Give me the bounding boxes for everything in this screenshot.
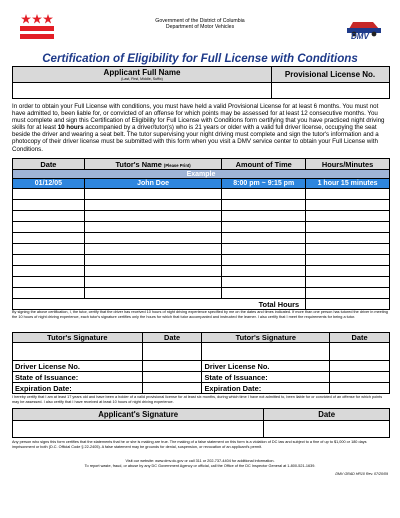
intro-text: In order to obtain your Full License with conditions, you must have held a valid Provisional License for at least 6 months. You must not have admitted to, been liable for, or convicted of an offense for which points may be assessed for at least 12 consecutive months. You must complete and sign this Certification of Eligibility for Full License with Conditions form certifying that you have practiced night driving skills for at least: [12, 103, 385, 132]
log-time-field[interactable]: [222, 211, 306, 222]
tutor-date-label-2: Date: [330, 333, 390, 343]
dept-line: Department of Motor Vehicles: [165, 24, 235, 30]
footer-report: To report waste, fraud, or abuse by any DC Government Agency or official, call the Office of the DC Inspector General at 1-800-521-1639.: [84, 464, 316, 468]
log-time-field[interactable]: [222, 244, 306, 255]
form-revision: DMV GRAD HR10 Rev. 07/20/09: [335, 472, 388, 476]
tutor-signature-table: [12, 332, 390, 394]
col-tutor-sub: (Please Print): [163, 162, 191, 168]
intro-text-cont: accompanied by a driver/tutor(s) who is 21 years or older with a valid full driver license, occupying the seat beside the driver and wearing a seat belt. The tutor supervising your night driving must complete and sign the tutor's information and a photocopy of their driver license must be submitted with this form when you visit a DMV service center to obtain your Full License with Conditions.: [12, 124, 379, 153]
log-tutor-field[interactable]: [84, 244, 222, 255]
log-header-row: [13, 159, 390, 170]
provisional-license-label: Provisional License No.: [284, 70, 376, 79]
night-driving-log-table: [12, 158, 390, 310]
log-hours-field[interactable]: [306, 233, 390, 244]
log-time-field[interactable]: [222, 288, 306, 299]
log-date-field[interactable]: [13, 233, 85, 244]
log-hours-field[interactable]: [306, 222, 390, 233]
log-hours-field[interactable]: [306, 189, 390, 200]
applicant-name-sub: (Last, First, Middle, Suffix): [121, 77, 163, 81]
log-entry-row: [13, 266, 390, 277]
log-date-field[interactable]: [13, 189, 85, 200]
applicant-sig-row: [13, 421, 390, 438]
state-field[interactable]: [142, 372, 202, 383]
driver-license-field-2[interactable]: [330, 361, 390, 372]
log-time-field[interactable]: [222, 255, 306, 266]
log-entry-row: [13, 233, 390, 244]
applicant-certification-text: I hereby certify that I am at least 17 years old and have been a holder of a valid provisional license for at least six months, during which time I have not admitted to, been liable for or convicted of an offense for which points may be assessed. I also certify that I have received at least 10 hours of night driving experience.: [12, 395, 383, 404]
log-time-field[interactable]: [222, 233, 306, 244]
driver-license-label: Driver License No.: [13, 361, 143, 372]
log-hours-field[interactable]: [306, 266, 390, 277]
tutor-signature-field-2[interactable]: [202, 343, 330, 361]
tutor-certification-text: By signing the above certification, I, the tutor, certify that the driver has received 10 hours of night driving experience specified by me on the dates and times indicated. If more than one person has tutored the driver in meeting the 10 hours of night driving experience, each tutor's signature certifies only the hours for which that tutor accompanied and instructed the learner. I also certify that I meet the requirements for being a tutor.: [12, 310, 388, 319]
col-hours: Hours/Minutes: [306, 159, 390, 170]
log-hours-field[interactable]: [306, 200, 390, 211]
applicant-name-label: Applicant Full Name: [103, 68, 181, 77]
log-time-field[interactable]: [222, 200, 306, 211]
state-field-2[interactable]: [330, 372, 390, 383]
log-date-field[interactable]: [13, 288, 85, 299]
log-entry-row: [13, 211, 390, 222]
state-row: [13, 372, 390, 383]
log-tutor-field[interactable]: [84, 189, 222, 200]
log-hours-field[interactable]: [306, 211, 390, 222]
tutor-date-label: Date: [142, 333, 202, 343]
driver-license-label-2: Driver License No.: [202, 361, 330, 372]
gov-line: Government of the District of Columbia: [155, 18, 245, 24]
expiration-label: Expiration Date:: [13, 383, 143, 394]
total-row: [13, 299, 390, 310]
col-time: Amount of Time: [222, 159, 306, 170]
col-tutor: [84, 159, 222, 170]
example-hours: 1 hour 15 minutes: [306, 179, 390, 189]
log-entry-row: [13, 277, 390, 288]
tutor-date-field-2[interactable]: [330, 343, 390, 361]
page-title: Certification of Eligibility for Full License with Conditions: [42, 52, 358, 65]
example-tutor: John Doe: [84, 179, 222, 189]
log-entry-row: [13, 255, 390, 266]
flag-bar: [20, 34, 54, 39]
tutor-sig-header-row: [13, 333, 390, 343]
log-date-field[interactable]: [13, 244, 85, 255]
example-time: 8:00 pm ~ 9:15 pm: [222, 179, 306, 189]
intro-paragraph: [12, 103, 390, 153]
tutor-date-field[interactable]: [142, 343, 202, 361]
log-tutor-field[interactable]: [84, 200, 222, 211]
state-label: State of Issuance:: [13, 372, 143, 383]
applicant-signature-label: Applicant's Signature: [13, 409, 264, 421]
intro-hours: 10 hours: [57, 124, 84, 132]
tutor-signature-label-2: Tutor's Signature: [202, 333, 330, 343]
log-date-field[interactable]: [13, 222, 85, 233]
log-time-field[interactable]: [222, 266, 306, 277]
applicant-name-field[interactable]: [15, 84, 269, 97]
total-hours-field[interactable]: [306, 299, 390, 310]
log-entry-row: [13, 288, 390, 299]
log-tutor-field[interactable]: [84, 211, 222, 222]
example-row: [13, 179, 390, 189]
log-date-field[interactable]: [13, 266, 85, 277]
applicant-date-label: Date: [264, 409, 390, 421]
tutor-signature-label: Tutor's Signature: [13, 333, 143, 343]
log-date-field[interactable]: [13, 255, 85, 266]
applicant-signature-table: [12, 408, 390, 438]
example-date: 01/12/05: [13, 179, 85, 189]
log-tutor-field[interactable]: [84, 277, 222, 288]
applicant-sig-header-row: [13, 409, 390, 421]
example-label: Example: [13, 170, 390, 179]
provisional-license-field[interactable]: [273, 84, 387, 97]
divider: [13, 82, 389, 83]
tutor-sig-row: [13, 343, 390, 361]
expiration-label-2: Expiration Date:: [202, 383, 330, 394]
log-tutor-field[interactable]: [84, 222, 222, 233]
log-hours-field[interactable]: [306, 255, 390, 266]
log-entry-rows: [13, 189, 390, 299]
log-entry-row: [13, 222, 390, 233]
applicant-date-field[interactable]: [264, 421, 390, 438]
log-hours-field[interactable]: [306, 288, 390, 299]
total-hours-label: Total Hours: [13, 299, 306, 310]
expiration-field-2[interactable]: [330, 383, 390, 394]
log-date-field[interactable]: [13, 211, 85, 222]
log-entry-row: [13, 244, 390, 255]
log-date-field[interactable]: [13, 277, 85, 288]
tutor-signature-field[interactable]: [13, 343, 143, 361]
col-tutor-label: Tutor's Name: [115, 159, 162, 169]
log-tutor-field[interactable]: [84, 266, 222, 277]
footer-visit-text: Visit our website: www.dmv.dc.gov or call 311 or 202-737-4404 for additional information.: [125, 459, 275, 463]
log-hours-field[interactable]: [306, 244, 390, 255]
applicant-header-box: [12, 66, 390, 99]
log-time-field[interactable]: [222, 189, 306, 200]
dmv-logo: [343, 17, 387, 41]
applicant-signature-field[interactable]: [13, 421, 264, 438]
expiration-row: [13, 383, 390, 394]
footer-visit: [0, 459, 400, 464]
dl-row: [13, 361, 390, 372]
example-label-row: [13, 170, 390, 179]
log-tutor-field[interactable]: [84, 288, 222, 299]
log-time-field[interactable]: [222, 277, 306, 288]
log-tutor-field[interactable]: [84, 255, 222, 266]
state-label-2: State of Issuance:: [202, 372, 330, 383]
log-time-field[interactable]: [222, 222, 306, 233]
dmv-logo-text: DMV: [351, 32, 369, 41]
log-entry-row: [13, 200, 390, 211]
log-entry-row: [13, 189, 390, 200]
expiration-field[interactable]: [142, 383, 202, 394]
log-date-field[interactable]: [13, 200, 85, 211]
col-date: Date: [13, 159, 85, 170]
log-hours-field[interactable]: [306, 277, 390, 288]
driver-license-field[interactable]: [142, 361, 202, 372]
log-tutor-field[interactable]: [84, 233, 222, 244]
false-statement-warning: Any person who signs this form certifies that the statements that he or she is making are true. The making of a false statement on this form is a violation of DC law and subject to a fine of up to $1,000 or 180 days imprisonment or both (D.C. Official Code § 22-2405). A false statement may be grounds for denial, suspension, or revocation of an applicant's permit.: [12, 440, 367, 449]
